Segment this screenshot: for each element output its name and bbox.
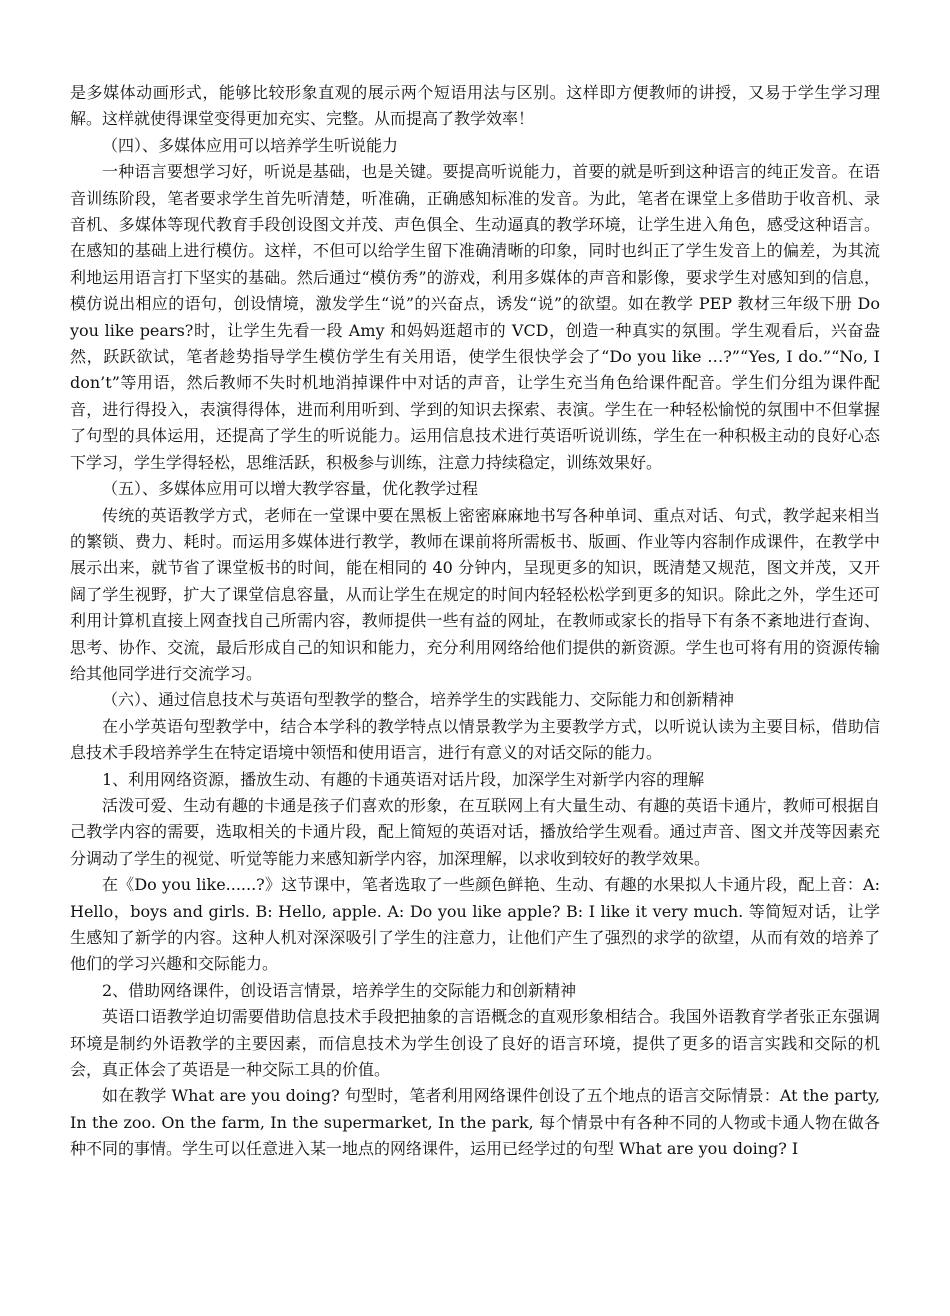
subsection-heading-2: 2、借助网络课件，创设语言情景，培养学生的交际能力和创新精神 — [102, 980, 577, 1000]
subsection-heading-1: 1、利用网络资源，播放生动、有趣的卡通英语对话片段，加深学生对新学内容的理解 — [102, 769, 705, 789]
paragraph: 一种语言要想学习好，听说是基础，也是关键。要提高听说能力，首要的就是听到这种语言的纯正发音。在语音训练阶段，笔者要求学生首先听清楚，听准确，正确感知标准的发音。为此，笔者在课堂上多借助于收音机、录音机、多媒体等现代教育手段创设图文并茂、声色俱全、生动逼真的教学环境，让学生进入角色，感受这种语言。在感知的基础上进行模仿。这样，不但可以给学生留下准确清晰的印象，同时也纠正了学生发音上的偏差，为其流利地运用语言打下坚实的基础。然后通过“模仿秀”的游戏，利用多媒体的声音和影像，要求学生对感知到的信息，模仿说出相应的语句，创设情境，激发学生“说”的兴奋点，诱发“说”的欲望。如在教学 PEP 教材三年级下册 Do you like pears?时，让学生先看一段 Amy 和妈妈逛超市的 VCD，创造一种真实的氛围。学生观看后，兴奋盎然，跃跃欲试，笔者趁势指导学生模仿学生有关用语，使学生很快学会了“Do you like …?”“Yes, I do.”“No, I don’t”等用语，然后教师不失时机地消掉课件中对话的声音，让学生充当角色给课件配音。学生们分组为课件配音，进行得投入，表演得得体，进而利用听到、学到的知识去探索、表演。学生在一种轻松愉悦的氛围中不但掌握了句型的具体运用，还提高了学生的听说能力。运用信息技术进行英语听说训练，学生在一种积极主动的良好心态下学习，学生学得轻松，思维活跃，积极参与训练，注意力持续稳定，训练效果好。 — [70, 162, 880, 472]
section-heading-4: （四）、多媒体应用可以培养学生听说能力 — [102, 135, 399, 155]
paragraph: 英语口语教学迫切需要借助信息技术手段把抽象的言语概念的直观形象相结合。我国外语教育学者张正东强调环境是制约外语教学的主要因素，而信息技术为学生创设了良好的语言环境，提供了更多的语言实践和交际的机会，真正体会了英语是一种交际工具的价值。 — [70, 1007, 880, 1080]
paragraph: 在《Do you like......?》这节课中，笔者选取了一些颜色鲜艳、生动、有趣的水果拟人卡通片段，配上音：A: Hello，boys and girls. B: Hello, apple. A: Do you like apple? B: I like it very much. 等简短对话，让学生感知了新学的内容。这种人机对深深吸引了学生的注意力，让他们产生了强烈的求学的欲望，从而有效的培养了他们的学习兴趣和交际能力。 — [70, 875, 880, 974]
paragraph-continued: 是多媒体动画形式，能够比较形象直观的展示两个短语用法与区别。这样即方便教师的讲授，又易于学生学习理解。这样就使得课堂变得更加充实、完整。从而提高了教学效率！ — [70, 83, 880, 129]
section-heading-6: （六）、通过信息技术与英语句型教学的整合，培养学生的实践能力、交际能力和创新精神 — [102, 690, 735, 710]
paragraph: 传统的英语教学方式，老师在一堂课中要在黑板上密密麻麻地书写各种单词、重点对话、句式，教学起来相当的繁锁、费力、耗时。而运用多媒体进行教学，教师在课前将所需板书、版画、作业等内容制作成课件，在教学中展示出来，就节省了课堂板书的时间，能在相同的 40 分钟内，呈现更多的知识，既清楚又规范，图文并茂，又开阔了学生视野，扩大了课堂信息容量，从而让学生在规定的时间内轻轻松松学到更多的知识。除此之外，学生还可利用计算机直接上网查找自己所需内容，教师提供一些有益的网址，在教师或家长的指导下有条不紊地进行查询、思考、协作、交流，最后形成自己的知识和能力，充分利用网络给他们提供的新资源。学生也可将有用的资源传输给其他同学进行交流学习。 — [70, 505, 880, 683]
document-page — [70, 80, 880, 1163]
paragraph: 活泼可爱、生动有趣的卡通是孩子们喜欢的形象，在互联网上有大量生动、有趣的英语卡通片，教师可根据自己教学内容的需要，选取相关的卡通片段，配上简短的英语对话，播放给学生观看。通过声音、图文并茂等因素充分调动了学生的视觉、听觉等能力来感知新学内容，加深理解，以求收到较好的教学效果。 — [70, 795, 880, 868]
paragraph: 如在教学 What are you doing? 句型时，笔者利用网络课件创设了五个地点的语言交际情景：At the party, In the zoo. On the farm, In the supermarket, In the park, 每个情景中有各种不同的人物或卡通人物在做各种不同的事情。学生可以任意进入某一地点的网络课件，运用已经学过的句型 What are you doing? I — [70, 1086, 880, 1159]
section-heading-5: （五）、多媒体应用可以增大教学容量，优化教学过程 — [102, 479, 479, 499]
paragraph: 在小学英语句型教学中，结合本学科的教学特点以情景教学为主要教学方式，以听说认读为主要目标，借助信息技术手段培养学生在特定语境中领悟和使用语言，进行有意义的对话交际的能力。 — [70, 716, 880, 763]
